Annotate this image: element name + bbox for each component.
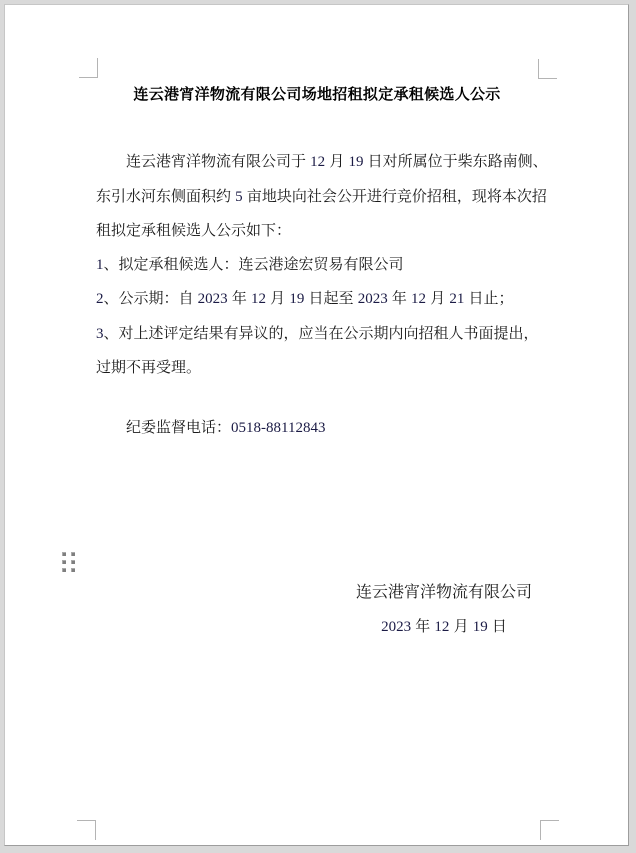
signature-block <box>353 576 535 644</box>
margin-crop-mark-top-right <box>538 59 557 79</box>
handle-dot <box>71 560 75 564</box>
list-item-objection: 3、对上述评定结果有异议的，应当在公示期内向招租人书面提出， <box>96 324 539 342</box>
supervision-phone-line: 纪委监督电话：0518-88112843 <box>126 419 326 436</box>
paragraph-line: 东引水河东侧面积约 5 亩地块向社会公开进行竞价招租，现将本次招 <box>96 187 547 205</box>
announcement-body <box>96 145 551 385</box>
list-item-publicity-period: 2、公示期：自 2023 年 12 月 19 日起至 2023 年 12 月 21 日止； <box>96 290 514 307</box>
handle-dot <box>71 552 75 556</box>
margin-crop-mark-bottom-right <box>540 820 559 840</box>
paragraph-line: 租拟定承租候选人公示如下： <box>96 222 292 239</box>
signature-company-name: 连云港宵洋物流有限公司 <box>355 584 532 601</box>
signature-date: 2023 年 12 月 19 日 <box>381 617 507 635</box>
document-page <box>4 4 629 846</box>
handle-dot <box>62 560 66 564</box>
handle-dot <box>62 568 66 572</box>
margin-crop-mark-top-left <box>79 58 98 78</box>
document-title: 连云港宵洋物流有限公司场地招租拟定承租候选人公示 <box>133 86 501 103</box>
six-dot-handle-icon <box>62 552 75 572</box>
list-item-candidate: 1、拟定承租候选人：连云港途宏贸易有限公司 <box>96 255 404 273</box>
handle-dot <box>71 568 75 572</box>
handle-dot <box>62 552 66 556</box>
list-item-objection-continued: 过期不再受理。 <box>96 359 202 376</box>
margin-crop-mark-bottom-left <box>77 820 96 840</box>
paragraph-line: 连云港宵洋物流有限公司于 12 月 19 日对所属位于柴东路南侧、 <box>126 153 548 170</box>
